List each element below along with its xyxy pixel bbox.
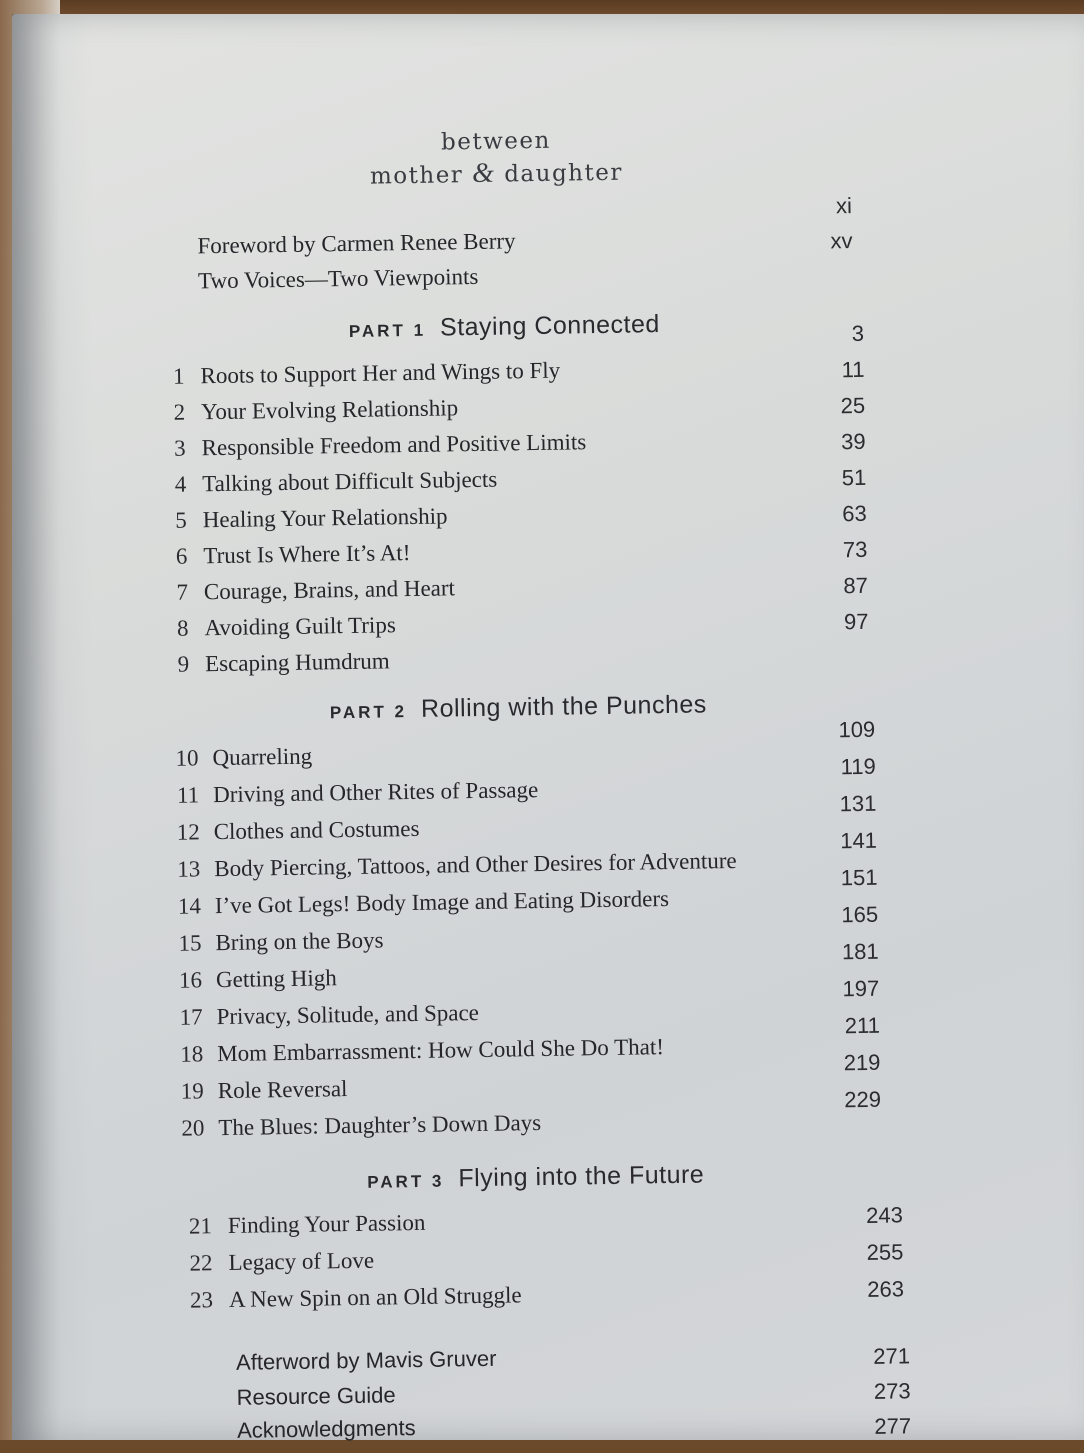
chapter-title: Bring on the Boys — [215, 927, 384, 956]
chapter-title: Finding Your Passion — [227, 1209, 426, 1238]
chapter-title: Avoiding Guilt Trips — [204, 612, 396, 641]
chapter-number: 16 — [178, 967, 203, 993]
chapter-title: Mom Embarrassment: How Could She Do That! — [217, 1034, 665, 1067]
entry-title: Two Voices—Two Viewpoints — [197, 263, 479, 294]
chapter-title: Driving and Other Rites of Passage — [212, 777, 539, 808]
chapter-number: 12 — [176, 819, 200, 845]
entry-page: 271 — [873, 1343, 911, 1369]
chapter-title: Quarreling — [212, 743, 313, 771]
chapter-number: 1 — [172, 363, 185, 389]
chapter-title: Legacy of Love — [228, 1247, 375, 1275]
chapter-title: Responsible Freedom and Positive Limits — [201, 429, 587, 461]
chapter-page: 165 — [841, 901, 879, 928]
chapter-number: 7 — [176, 579, 189, 605]
entry-title: Foreword by Carmen Renee Berry — [197, 228, 516, 259]
chapter-page: 131 — [839, 790, 877, 817]
chapter-number: 6 — [175, 543, 188, 569]
chapter-title: I’ve Got Legs! Body Image and Eating Disorders — [214, 885, 670, 919]
entry-page: xi — [835, 193, 853, 219]
chapter-number: 21 — [188, 1213, 213, 1239]
chapter-page: 97 — [843, 608, 869, 635]
chapter-title: Getting High — [215, 965, 337, 993]
chapter-title: Escaping Humdrum — [204, 648, 390, 677]
chapter-page: 73 — [842, 536, 868, 563]
part-title: Staying Connected — [439, 310, 660, 342]
chapter-title: Roots to Support Her and Wings to Fly — [200, 357, 561, 389]
chapter-number: 3 — [173, 435, 186, 461]
chapter-page: 119 — [840, 753, 876, 780]
chapter-number: 18 — [180, 1041, 204, 1067]
chapter-title: Your Evolving Relationship — [200, 395, 459, 425]
chapter-number: 2 — [173, 399, 186, 425]
chapter-number: 22 — [189, 1250, 213, 1276]
chapter-number: 14 — [177, 893, 202, 919]
chapter-number: 8 — [176, 615, 189, 641]
chapter-number: 9 — [177, 651, 190, 677]
chapter-title: The Blues: Daughter’s Down Days — [218, 1110, 542, 1141]
chapter-number: 23 — [189, 1287, 214, 1313]
ampersand: & — [471, 157, 496, 189]
entry-title: Afterword by Mavis Gruver — [235, 1345, 497, 1375]
chapter-number: 17 — [179, 1004, 203, 1030]
part-title: Flying into the Future — [458, 1160, 705, 1193]
part-label: PART 1 — [348, 320, 427, 341]
chapter-title: Role Reversal — [217, 1076, 348, 1104]
chapter-page: 263 — [867, 1276, 905, 1302]
part-label: PART 3 — [367, 1171, 445, 1192]
chapter-title: Talking about Difficult Subjects — [202, 466, 498, 497]
chapter-number: 20 — [181, 1115, 205, 1141]
chapter-page: 229 — [844, 1086, 882, 1113]
chapter-page: 3 — [851, 320, 865, 347]
chapter-page: 11 — [841, 356, 865, 383]
chapter-page: 63 — [842, 500, 867, 527]
entry-page: 277 — [874, 1413, 912, 1439]
chapter-title: Body Piercing, Tattoos, and Other Desires for Adventure — [214, 847, 737, 882]
chapter-title: Healing Your Relationship — [202, 503, 448, 533]
part-title: Rolling with the Punches — [420, 690, 707, 723]
chapter-title: Courage, Brains, and Heart — [203, 575, 456, 605]
chapter-number: 10 — [175, 745, 199, 771]
book-title-line-1: between — [440, 127, 552, 156]
chapter-page: 197 — [842, 975, 880, 1002]
entry-page: 273 — [873, 1378, 911, 1404]
chapter-page: 87 — [843, 572, 869, 599]
chapter-title: A New Spin on an Old Struggle — [228, 1282, 522, 1312]
part-label: PART 2 — [329, 702, 408, 723]
chapter-page: 219 — [843, 1049, 881, 1076]
book-title-line-2: mother & daughter — [369, 157, 624, 190]
chapter-page: 211 — [844, 1012, 881, 1039]
part-heading — [349, 310, 660, 344]
chapter-number: 11 — [176, 782, 200, 808]
chapter-page: 243 — [865, 1202, 904, 1228]
entry-title: Acknowledgments — [236, 1415, 416, 1443]
chapter-page: 109 — [838, 716, 876, 743]
chapter-number: 4 — [174, 471, 187, 497]
chapter-number: 15 — [178, 930, 202, 956]
entry-title: Resource Guide — [236, 1382, 396, 1410]
entry-page: xv — [830, 228, 853, 254]
chapter-number: 13 — [177, 856, 201, 882]
chapter-number: 5 — [175, 507, 188, 533]
part-heading — [330, 690, 707, 725]
chapter-title: Privacy, Solitude, and Space — [216, 999, 480, 1030]
chapter-title: Clothes and Costumes — [213, 815, 420, 845]
chapter-page: 51 — [841, 464, 867, 491]
chapter-title: Trust Is Where It’s At! — [203, 540, 411, 569]
chapter-page: 151 — [840, 864, 878, 891]
chapter-page: 39 — [840, 428, 866, 455]
part-heading — [367, 1160, 704, 1194]
chapter-page: 25 — [840, 392, 866, 419]
chapter-number: 19 — [180, 1078, 204, 1104]
chapter-page: 181 — [841, 938, 879, 965]
chapter-page: 141 — [840, 827, 878, 854]
chapter-page: 255 — [866, 1239, 904, 1265]
